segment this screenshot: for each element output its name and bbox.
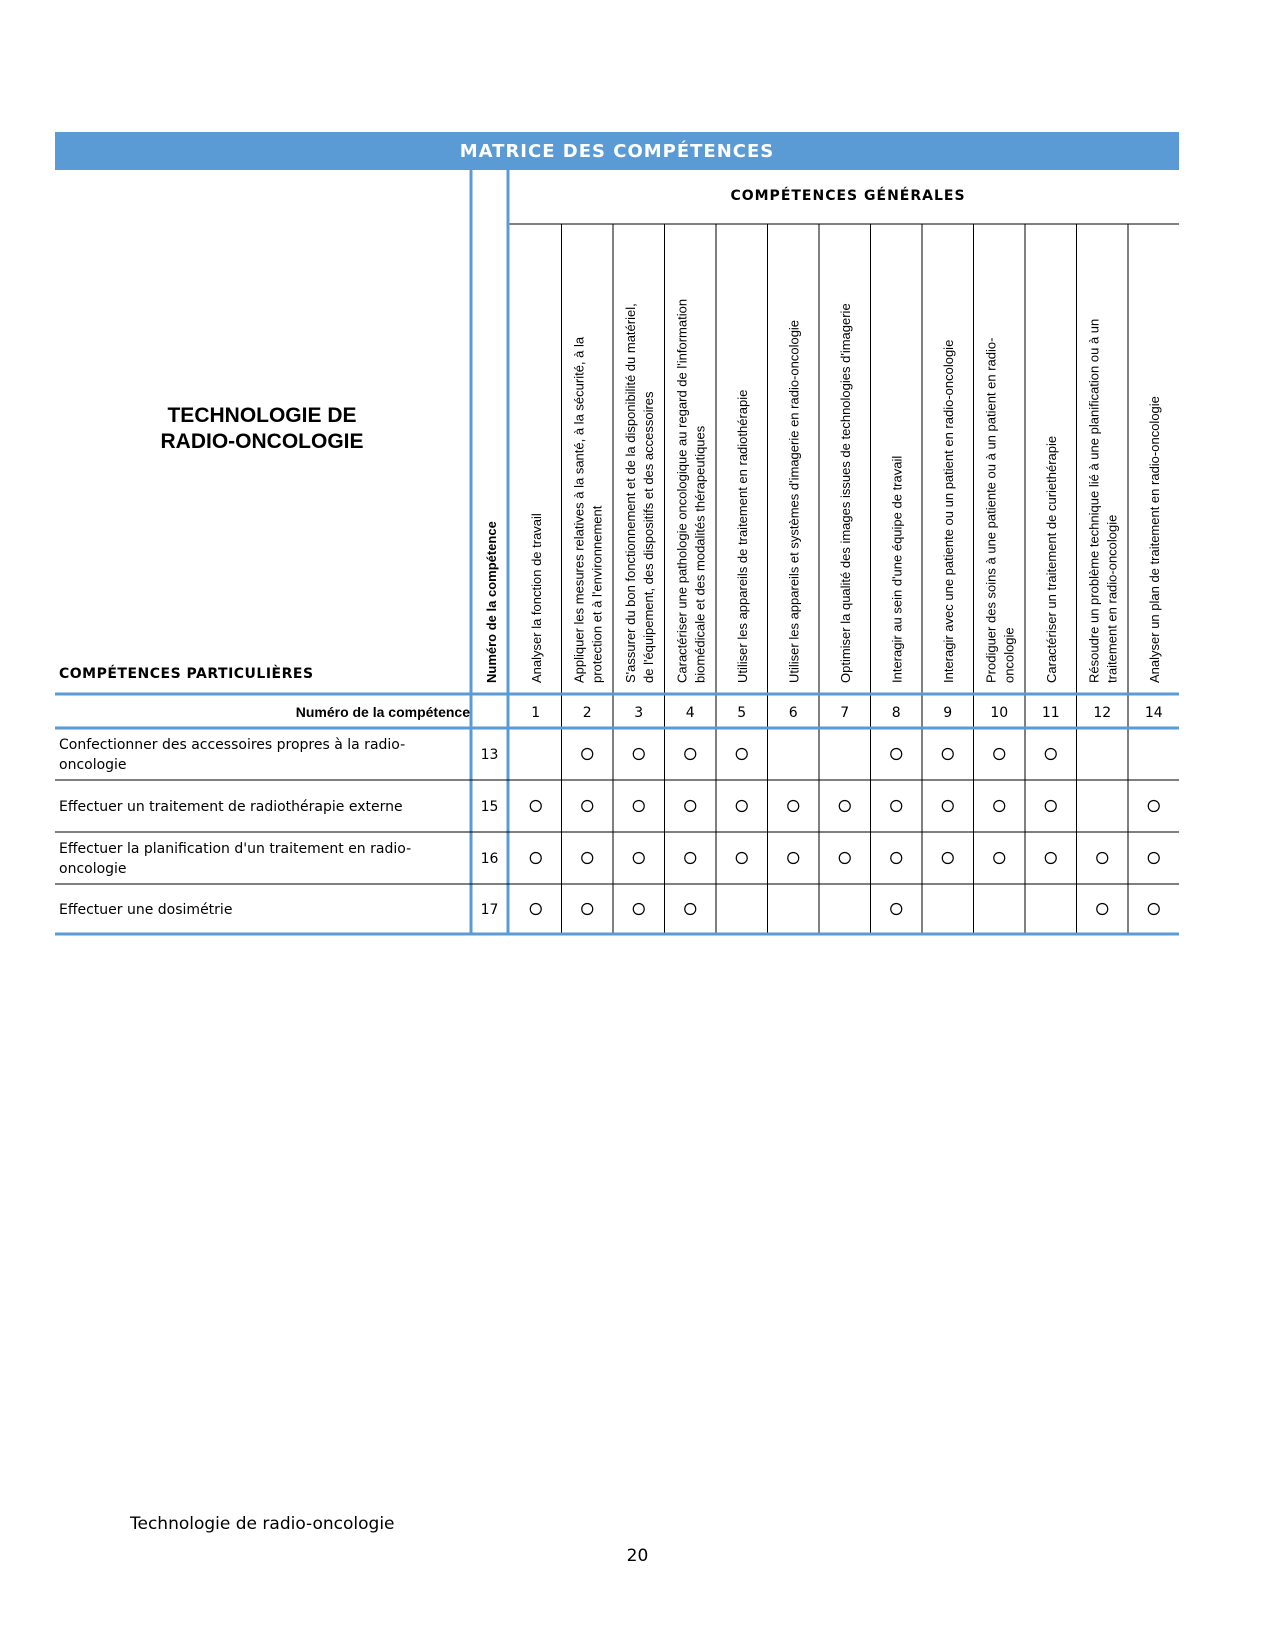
matrix-mark bbox=[530, 801, 541, 812]
row-number: 13 bbox=[480, 747, 499, 763]
matrix-mark bbox=[685, 904, 696, 915]
matrix-mark bbox=[1097, 904, 1108, 915]
matrix-mark bbox=[633, 853, 644, 864]
matrix-mark bbox=[891, 749, 902, 760]
matrix-mark bbox=[633, 749, 644, 760]
matrix-mark bbox=[1045, 853, 1056, 864]
competence-number: 2 bbox=[582, 705, 592, 721]
competence-header: Optimiser la qualité des images issues de technologies d'imagerie bbox=[837, 303, 853, 683]
competence-header: Analyser un plan de traitement en radio-oncologie bbox=[1146, 396, 1162, 683]
grid-lines bbox=[55, 170, 1179, 934]
matrix-mark bbox=[891, 904, 902, 915]
matrix-mark bbox=[788, 853, 799, 864]
matrix-mark bbox=[942, 749, 953, 760]
particular-competences-header: COMPÉTENCES PARTICULIÈRES bbox=[59, 666, 314, 682]
matrix-mark bbox=[530, 853, 541, 864]
competence-number: 6 bbox=[788, 705, 798, 721]
matrix-mark bbox=[891, 853, 902, 864]
competence-number: 14 bbox=[1144, 705, 1163, 721]
competence-number: 1 bbox=[531, 705, 541, 721]
matrix-mark bbox=[633, 801, 644, 812]
competence-header: de l'équipement, des dispositifs et des accessoires bbox=[640, 391, 656, 683]
matrix-mark bbox=[1045, 801, 1056, 812]
matrix-mark bbox=[582, 749, 593, 760]
competence-number: 4 bbox=[685, 705, 695, 721]
matrix-mark bbox=[736, 801, 747, 812]
matrix-mark bbox=[1148, 853, 1159, 864]
program-title-line1: TECHNOLOGIE DE bbox=[167, 404, 357, 427]
matrix-title: MATRICE DES COMPÉTENCES bbox=[459, 141, 775, 162]
matrix-mark bbox=[685, 749, 696, 760]
competence-number: 5 bbox=[737, 705, 747, 721]
page-number: 20 bbox=[626, 1546, 649, 1566]
matrix-mark bbox=[633, 904, 644, 915]
matrix-mark bbox=[736, 853, 747, 864]
matrix-mark bbox=[685, 853, 696, 864]
competence-header: oncologie bbox=[1001, 627, 1017, 683]
matrix-mark bbox=[942, 853, 953, 864]
row-number: 17 bbox=[480, 902, 499, 918]
competence-number: 8 bbox=[891, 705, 901, 721]
competence-number: 10 bbox=[990, 705, 1009, 721]
matrix-mark bbox=[582, 801, 593, 812]
matrix-mark bbox=[839, 801, 850, 812]
matrix-mark bbox=[839, 853, 850, 864]
competence-header: Prodiguer des soins à une patiente ou à un patient en radio- bbox=[983, 337, 999, 683]
matrix-mark bbox=[891, 801, 902, 812]
row-label: Effectuer un traitement de radiothérapie externe bbox=[59, 799, 403, 815]
competence-header: traitement en radio-oncologie bbox=[1104, 514, 1120, 683]
matrix-mark bbox=[685, 801, 696, 812]
matrix-mark bbox=[582, 904, 593, 915]
matrix-mark bbox=[736, 749, 747, 760]
competence-header: Interagir au sein d'une équipe de travail bbox=[889, 455, 905, 683]
competence-header: Résoudre un problème technique lié à une planification ou à un bbox=[1086, 318, 1102, 683]
competence-header: Utiliser les appareils de traitement en radiothérapie bbox=[734, 389, 750, 683]
row-number: 16 bbox=[480, 851, 499, 867]
competence-header: Caractériser une pathologie oncologique au regard de l'information bbox=[674, 298, 690, 683]
matrix-mark bbox=[994, 853, 1005, 864]
competence-header: biomédicale et des modalités thérapeutiques bbox=[692, 425, 708, 683]
matrix-mark bbox=[1148, 801, 1159, 812]
row-label: Effectuer la planification d'un traitement en radio- bbox=[59, 841, 412, 857]
matrix-mark bbox=[788, 801, 799, 812]
competence-number: 12 bbox=[1093, 705, 1112, 721]
competence-number: 3 bbox=[634, 705, 644, 721]
competence-header: Appliquer les mesures relatives à la santé, à la sécurité, à la bbox=[571, 336, 587, 683]
competence-headers bbox=[529, 299, 1162, 683]
competence-number: 11 bbox=[1041, 705, 1060, 721]
matrix-mark bbox=[1045, 749, 1056, 760]
footer-text: Technologie de radio-oncologie bbox=[130, 1514, 395, 1534]
number-row-label: Numéro de la compétence bbox=[295, 704, 470, 720]
competence-header: Analyser la fonction de travail bbox=[528, 513, 544, 683]
row-label: Confectionner des accessoires propres à la radio- bbox=[59, 737, 406, 753]
matrix-rows bbox=[59, 737, 1159, 918]
matrix-mark bbox=[1097, 853, 1108, 864]
program-title-line2: RADIO-ONCOLOGIE bbox=[160, 430, 364, 453]
matrix-mark bbox=[994, 801, 1005, 812]
matrix-mark bbox=[582, 853, 593, 864]
competence-header: protection et à l'environnement bbox=[589, 505, 605, 683]
row-number: 15 bbox=[480, 799, 499, 815]
competence-header: Interagir avec une patiente ou un patient en radio-oncologie bbox=[940, 339, 956, 683]
matrix-mark bbox=[1148, 904, 1159, 915]
competence-header: S'assurer du bon fonctionnement et de la disponibilité du matériel, bbox=[622, 303, 638, 683]
competence-number: 7 bbox=[840, 705, 850, 721]
competence-number: 9 bbox=[943, 705, 953, 721]
row-label: oncologie bbox=[59, 757, 127, 773]
row-label: Effectuer une dosimétrie bbox=[59, 902, 233, 918]
general-competences-header: COMPÉTENCES GÉNÉRALES bbox=[730, 188, 966, 204]
matrix-mark bbox=[530, 904, 541, 915]
matrix-mark bbox=[942, 801, 953, 812]
number-column-header: Numéro de la compétence bbox=[484, 521, 499, 683]
competence-header: Utiliser les appareils et systèmes d'imagerie en radio-oncologie bbox=[786, 319, 802, 683]
competence-numbers bbox=[531, 705, 1162, 721]
row-label: oncologie bbox=[59, 861, 127, 877]
matrix-mark bbox=[994, 749, 1005, 760]
competence-header: Caractériser un traitement de curiethérapie bbox=[1043, 435, 1059, 683]
